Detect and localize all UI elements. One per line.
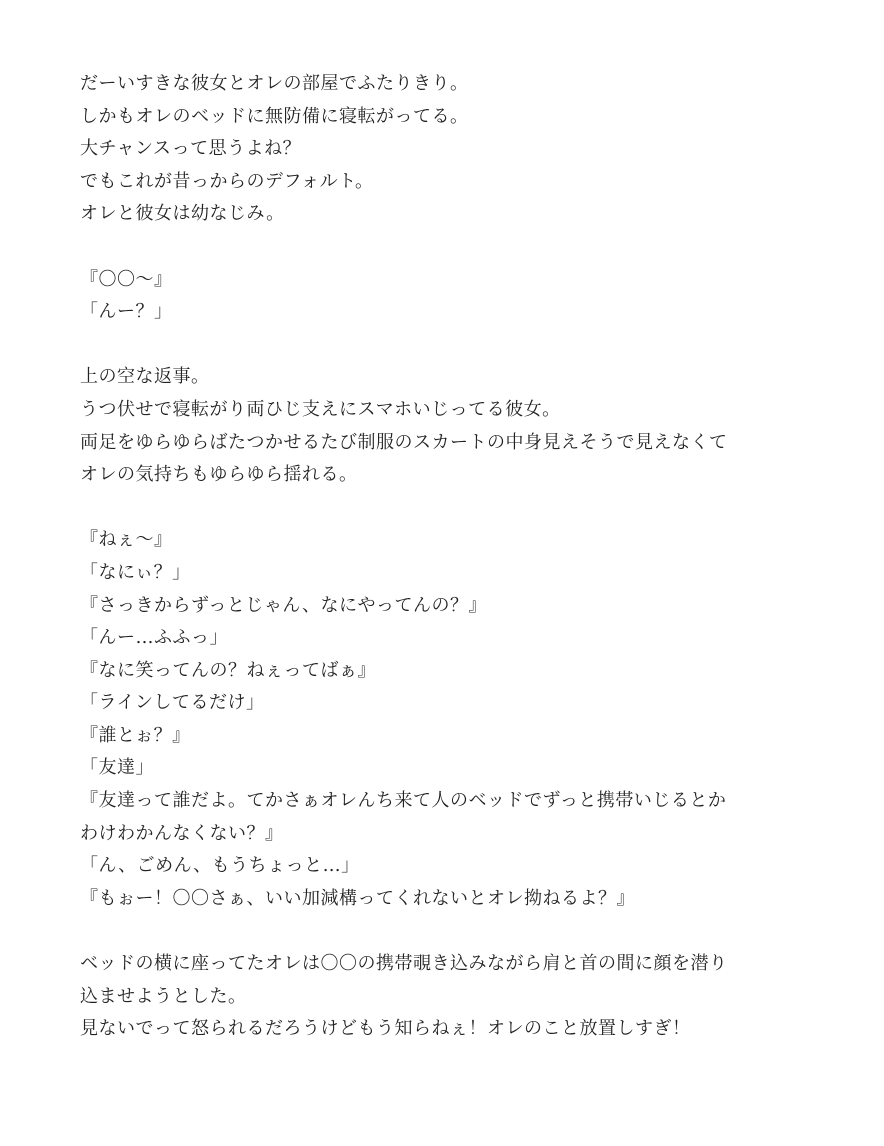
text-line: ベッドの横に座ってたオレは〇〇の携帯覗き込みながら肩と首の間に顔を潜り <box>80 953 728 975</box>
dialogue-line: 『〇〇〜』 <box>80 268 173 290</box>
dialogue-line: わけわかんなくない？』 <box>80 822 284 844</box>
dialogue-line: 「ラインしてるだけ」 <box>80 692 265 714</box>
text-line: だーいすきな彼女とオレの部屋でふたりきり。 <box>80 73 469 94</box>
dialogue-line: 「んー？」 <box>80 301 173 323</box>
dialogue-line: 『なに笑ってんの？ねぇってばぁ』 <box>80 659 376 681</box>
dialogue-line: 『さっきからずっとじゃん、なにやってんの？』 <box>80 594 487 616</box>
paragraph-break <box>80 492 780 525</box>
text-line: 上の空な返事。 <box>80 366 210 388</box>
text-line: 込ませようとした。 <box>80 985 247 1007</box>
text-line: 両足をゆらゆらばたつかせるたび制服のスカートの中身見えそうで見えなくて <box>80 431 728 453</box>
document-body <box>80 68 780 1046</box>
text-line: 見ないでって怒られるだろうけどもう知らねぇ！オレのこと放置しすぎ！ <box>80 1018 691 1040</box>
text-line: うつ伏せで寝転がり両ひじ支えにスマホいじってる彼女。 <box>80 398 561 420</box>
dialogue-line: 「ん、ごめん、もうちょっと…」 <box>80 855 360 877</box>
text-line: でもこれが昔っからのデフォルト。 <box>80 170 374 192</box>
dialogue-line: 『ねぇ〜』 <box>80 529 173 551</box>
dialogue-line: 「んー…ふふっ」 <box>80 627 228 649</box>
paragraph-break <box>80 231 780 264</box>
paragraph-break <box>80 915 780 948</box>
text-line: しかもオレのベッドに無防備に寝転がってる。 <box>80 105 469 127</box>
dialogue-line: 『もぉー！〇〇さぁ、いい加減構ってくれないとオレ拗ねるよ？』 <box>80 887 635 909</box>
text-line: オレの気持ちもゆらゆら揺れる。 <box>80 464 358 486</box>
text-line: オレと彼女は幼なじみ。 <box>80 203 285 225</box>
dialogue-line: 「友達」 <box>80 757 154 779</box>
dialogue-line: 『誰とぉ？』 <box>80 724 191 746</box>
paragraph-break <box>80 329 780 362</box>
text-line: 大チャンスって思うよね？ <box>80 138 302 160</box>
dialogue-line: 「なにぃ？」 <box>80 561 191 583</box>
dialogue-line: 『友達って誰だよ。てかさぁオレんち来て人のベッドでずっと携帯いじるとか <box>80 790 727 812</box>
